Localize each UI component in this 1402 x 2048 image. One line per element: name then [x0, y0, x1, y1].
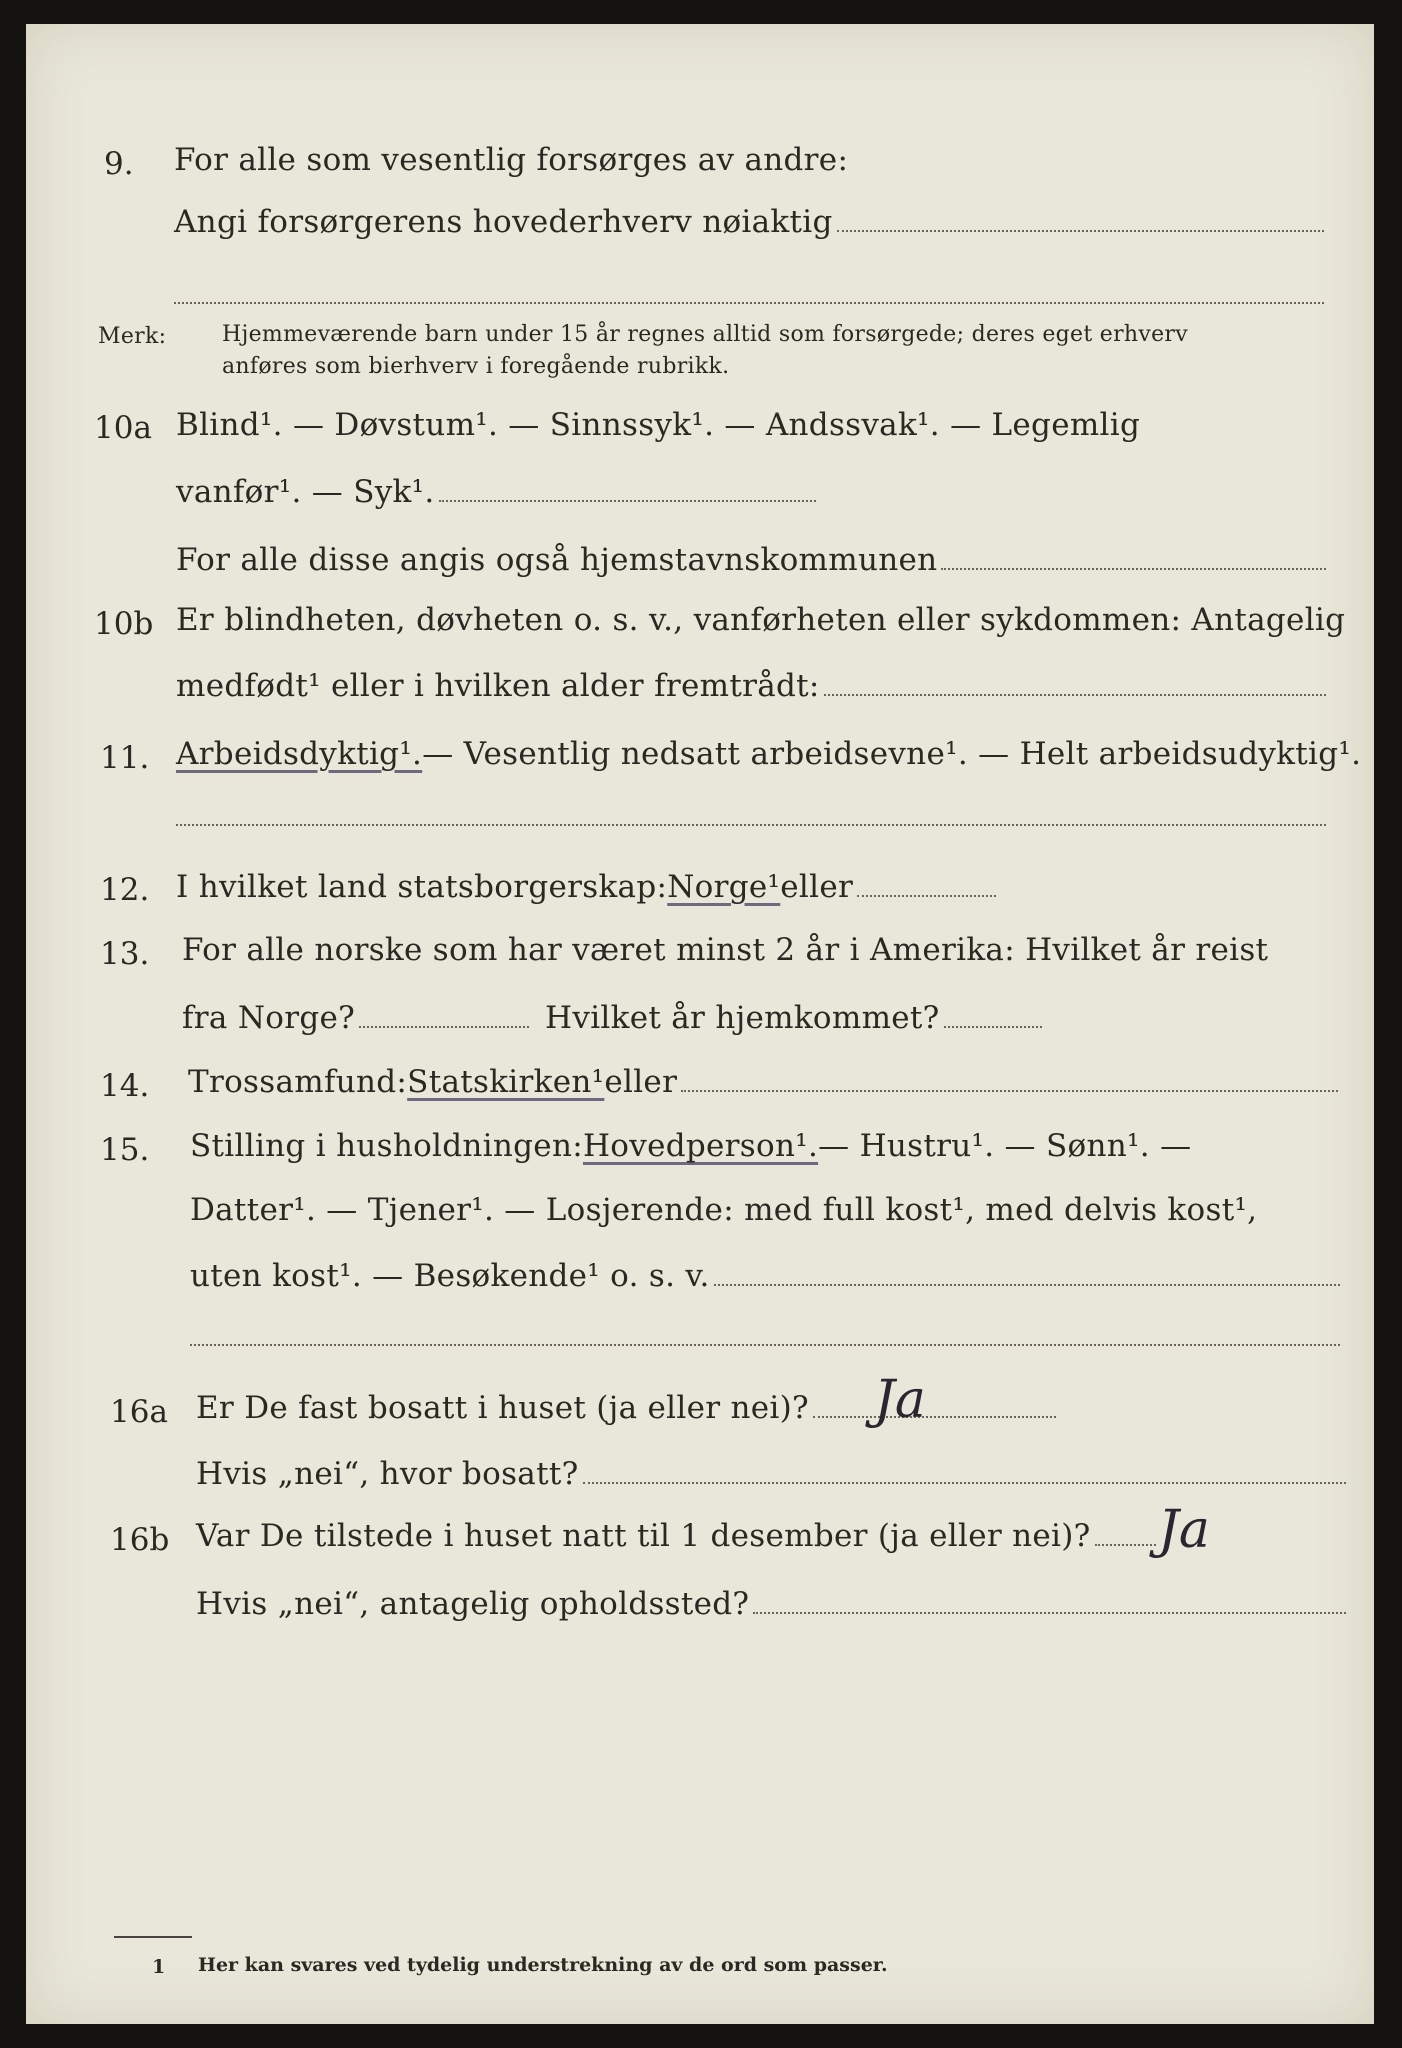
q10a-line3	[176, 542, 1326, 578]
q13-text2a: fra Norge?	[182, 1000, 356, 1036]
footnote-text: Her kan svares ved tydelig understrekning av de ord som passer.	[198, 1954, 888, 1976]
q16b-text1: Var De tilstede i huset natt til 1 desember (ja eller nei)?	[196, 1518, 1091, 1554]
q16a-handwritten-answer: Ja	[874, 1370, 926, 1430]
q10b-number: 10b	[94, 606, 154, 642]
q14-number: 14.	[100, 1068, 150, 1104]
q15-text: Stilling i husholdningen:	[190, 1128, 583, 1164]
q10a-answer-field[interactable]	[439, 500, 816, 502]
q16b-line2	[196, 1586, 1346, 1622]
q10b-line1: Er blindheten, døvheten o. s. v., vanførheten eller sykdommen: Antagelig	[176, 602, 1346, 638]
q10a-text3: For alle disse angis også hjemstavnskommunen	[176, 542, 938, 578]
q11-number: 11.	[100, 740, 150, 776]
q14-answer-field[interactable]	[681, 1090, 1338, 1092]
q12-option-norge[interactable]: Norge¹	[667, 869, 781, 905]
q16a-line2	[196, 1456, 1346, 1492]
q12-answer-field[interactable]	[857, 895, 996, 897]
q16a-line1	[196, 1390, 1056, 1426]
q16a-answer-field[interactable]	[813, 1416, 1056, 1418]
q15-rest: — Hustru¹. — Sønn¹. —	[818, 1128, 1192, 1164]
q10a-line2	[176, 474, 816, 510]
q9-number: 9.	[104, 146, 134, 182]
q15-line1	[190, 1128, 1191, 1164]
q10b-text2: medfødt¹ eller i hvilken alder fremtrådt:	[176, 668, 820, 704]
q16b-opholdssted-field[interactable]	[753, 1612, 1346, 1614]
footnote-mark: 1	[152, 1956, 166, 1978]
q9-answer-field[interactable]	[837, 230, 1324, 232]
q11-rest: — Vesentlig nedsatt arbeidsevne¹. — Helt arbeidsudyktig¹.	[422, 736, 1362, 772]
q12-text: I hvilket land statsborgerskap:	[176, 869, 668, 905]
q9-line2	[174, 204, 1324, 240]
q12-line	[176, 869, 996, 905]
q10a-hjemstavn-field[interactable]	[941, 568, 1326, 570]
q13-line2	[182, 1000, 1042, 1036]
q10a-number: 10a	[94, 410, 152, 446]
census-form-page	[26, 24, 1374, 2024]
q13-text2b: Hvilket år hjemkommet?	[545, 1000, 940, 1036]
q10a-line1: Blind¹. — Døvstum¹. — Sinnssyk¹. — Andssvak¹. — Legemlig	[176, 407, 1141, 443]
q15-line3	[190, 1258, 1340, 1294]
q10a-text2: vanfør¹. — Syk¹.	[176, 474, 435, 510]
q15-answer-field[interactable]	[714, 1284, 1340, 1286]
q16a-text2: Hvis „nei“, hvor bosatt?	[196, 1456, 579, 1492]
q13-line1: For alle norske som har været minst 2 år i Amerika: Hvilket år reist	[182, 932, 1269, 968]
q15-number: 15.	[100, 1132, 150, 1168]
q14-rest: eller	[604, 1064, 678, 1100]
q16b-text2: Hvis „nei“, antagelig opholdssted?	[196, 1586, 750, 1622]
q9-text2: Angi forsørgerens hovederhverv nøiaktig	[174, 204, 833, 240]
q16b-line1	[196, 1518, 1156, 1554]
q13-hjemkommet-field[interactable]	[944, 1026, 1042, 1028]
q11-answer-rule[interactable]	[176, 824, 1326, 826]
footnote-rule	[114, 1936, 192, 1938]
q16a-number: 16a	[110, 1394, 168, 1430]
q15-line2: Datter¹. — Tjener¹. — Losjerende: med full kost¹, med delvis kost¹,	[190, 1192, 1258, 1228]
q14-option-statskirken[interactable]: Statskirken¹	[407, 1064, 605, 1100]
q12-number: 12.	[100, 872, 150, 908]
merk-line1: Hjemmeværende barn under 15 år regnes alltid som forsørgede; deres eget erhverv	[222, 322, 1188, 347]
merk-label: Merk:	[98, 324, 167, 349]
q14-line	[188, 1064, 1338, 1100]
q16a-bosatt-field[interactable]	[583, 1482, 1346, 1484]
q16b-number: 16b	[110, 1522, 170, 1558]
q16a-text1: Er De fast bosatt i huset (ja eller nei)?	[196, 1390, 809, 1426]
q12-rest: eller	[780, 869, 854, 905]
q9-line1	[174, 142, 1314, 178]
q15-text3: uten kost¹. — Besøkende¹ o. s. v.	[190, 1258, 710, 1294]
q9-answer-rule[interactable]	[174, 302, 1324, 304]
q16b-answer-field[interactable]	[1095, 1544, 1156, 1546]
q16b-handwritten-answer: Ja	[1158, 1500, 1210, 1560]
q11-option-arbeidsdyktig[interactable]: Arbeidsdyktig¹.	[176, 736, 423, 772]
q10b-line2	[176, 668, 1326, 704]
q15-option-hovedperson[interactable]: Hovedperson¹.	[582, 1128, 819, 1164]
q15-answer-rule[interactable]	[190, 1344, 1340, 1346]
q10b-answer-field[interactable]	[824, 694, 1326, 696]
merk-line2: anføres som bierhverv i foregående rubrikk.	[222, 354, 730, 379]
q14-text: Trossamfund:	[188, 1064, 408, 1100]
q13-number: 13.	[100, 936, 150, 972]
q13-reist-field[interactable]	[359, 1026, 529, 1028]
q11-line	[176, 736, 1361, 772]
q9-text1: For alle som vesentlig forsørges av andre:	[174, 142, 849, 178]
